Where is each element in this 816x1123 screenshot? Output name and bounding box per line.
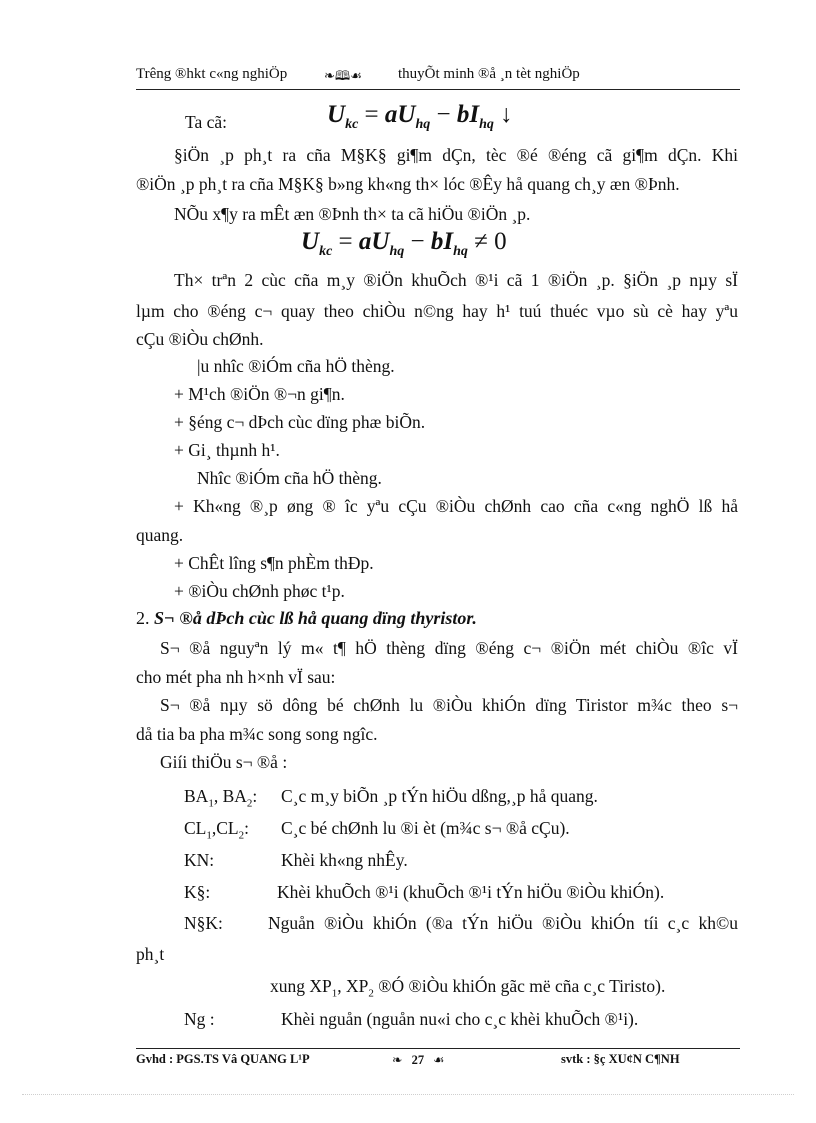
equation-2: $U_{kc} = aU_{hq} - bI_{hq} \ne 0$ <box>301 228 507 259</box>
ta-co-label: Ta cã: <box>185 112 228 132</box>
footer-rule <box>136 1048 740 1049</box>
footer-student: svtk : §ç XU¢N C¶NH <box>561 1052 680 1066</box>
intro-line: Giíi thiÖu s¬ ®å : <box>160 752 288 772</box>
header-school: Trêng ®hkt c«ng nghiÖp <box>136 66 288 82</box>
def-term: $CL_1,CL_2$: <box>184 818 249 842</box>
def-desc-cont: xung $XP_1$, $XP_2$ ®Ó ®iÒu khiÓn gãc më cña c¸c Tiristo). <box>270 976 666 1000</box>
def-desc: Khèi khuÕch ®¹i (khuÕch ®¹i tÝn hiÖu ®iÒu khiÓn). <box>277 882 665 902</box>
def-desc: C¸c bé chØnh lu ®i èt (m¾c s¬ ®å cÇu). <box>281 818 570 838</box>
list-item: + M¹ch ®iÖn ®¬n gi¶n. <box>174 384 345 404</box>
header-doc-title: thuyÕt minh ®å ¸n tèt nghiÖp <box>398 66 580 82</box>
paragraph-line: ®iÖn ¸p ph¸t ra cña M§K§ b»ng kh«ng th× lóc ®Êy hå quang ch¸y æn ®Þnh. <box>136 174 680 194</box>
paragraph-line: lµm cho ®éng c¬ quay theo chiÒu n©ng hay h¹ tuú thuéc vµo sù cè hay yªu <box>136 301 738 321</box>
equation-1: $U_{kc} = aU_{hq} - bI_{hq}$ ↓ <box>327 101 513 132</box>
list-item: + §éng c¬ dÞch cùc dïng phæ biÕn. <box>174 412 426 432</box>
paragraph-line: cÇu ®iÒu chØnh. <box>136 329 264 349</box>
header-rule <box>136 89 740 90</box>
disadvantages-title: Nhîc ®iÓm cña hÖ thèng. <box>197 468 382 488</box>
list-item: quang. <box>136 525 184 545</box>
paragraph-line: S¬ ®å nguyªn lý m« t¶ hÖ thèng dïng ®éng c¬ ®iÖn mét chiÒu ®îc vÏ <box>160 638 738 658</box>
footer-page: ❧ 27 ☙ <box>392 1052 445 1067</box>
def-term: Ng : <box>184 1009 215 1029</box>
header-ornament-icon: ❧🕮☙ <box>324 69 362 84</box>
advantages-title: |u nhîc ®iÓm cña hÖ thèng. <box>197 356 395 376</box>
def-desc: Nguån ®iÒu khiÓn (®a tÝn hiÖu ®iÒu khiÓn tíi c¸c kh©u <box>268 913 738 933</box>
def-desc: Khèi nguån (nguån nu«i cho c¸c khèi khuÕch ®¹i). <box>281 1009 639 1029</box>
paragraph-line: §iÖn ¸p ph¸t ra cña M§K§ gi¶m dÇn, tèc ®é ®éng cã gi¶m dÇn. Khi <box>174 145 738 165</box>
footer-advisor: Gvhd : PGS.TS Vâ QUANG L¹P <box>136 1052 310 1066</box>
section-heading: 2. S¬ ®å dÞch cùc lß hå quang dïng thyristor. <box>136 608 477 628</box>
leaf-icon: ☙ <box>433 1052 445 1067</box>
paragraph-line: Th× trªn 2 cùc cña m¸y ®iÖn khuÕch ®¹i cã 1 ®iÖn ¸p. §iÖn ¸p nµy sÏ <box>174 270 738 290</box>
def-desc: C¸c m¸y biÕn ¸p tÝn hiÖu dßng,¸p hå quang. <box>281 786 598 806</box>
page-edge-divider <box>22 1094 794 1095</box>
def-term: N§K: <box>184 913 223 933</box>
leaf-icon: ❧ <box>392 1052 403 1067</box>
list-item: + Kh«ng ®¸p øng ® îc yªu cÇu ®iÒu chØnh cao cña c«ng nghÖ lß hå <box>174 496 738 516</box>
list-item: + ChÊt lîng s¶n phÈm thÐp. <box>174 553 374 573</box>
def-term: KN: <box>184 850 215 870</box>
down-arrow-icon: ↓ <box>500 101 513 128</box>
def-term: $BA_1$, $BA_2$: <box>184 786 258 810</box>
paragraph-line: S¬ ®å nµy sö dông bé chØnh lu ®iÒu khiÓn dïng Tiristor m¾c theo s¬ <box>160 695 738 715</box>
paragraph-line: NÕu x¶y ra mÊt æn ®Þnh th× ta cã hiÖu ®iÖn ¸p. <box>174 204 531 224</box>
list-item: + ®iÒu chØnh phøc t¹p. <box>174 581 345 601</box>
paragraph-line: cho mét pha nh h×nh vÏ sau: <box>136 667 336 687</box>
paragraph-line: då tia ba pha m¾c song song ngîc. <box>136 724 378 744</box>
def-term: K§: <box>184 882 211 902</box>
def-desc: Khèi kh«ng nhÊy. <box>281 850 408 870</box>
list-item: + Gi¸ thµnh h¹. <box>174 440 280 460</box>
def-desc-cont: ph¸t <box>136 944 165 964</box>
